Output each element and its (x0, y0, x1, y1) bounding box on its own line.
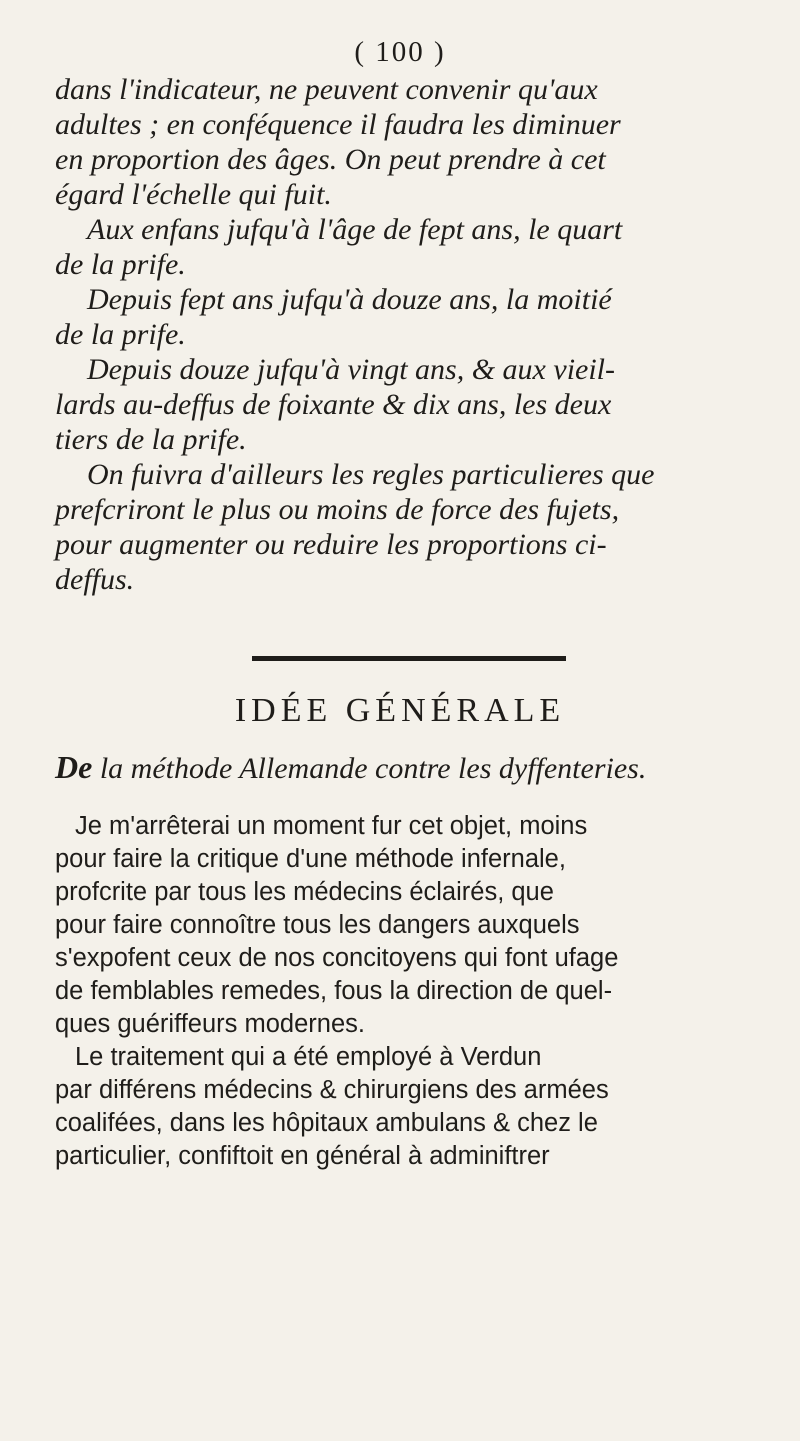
section-heading: IDÉE GÉNÉRALE (234, 692, 566, 729)
dosage-seven-to-twelve-paragraph: Depuis fept ans jufqu'à douze ans, la moitié de la prife. (55, 283, 612, 351)
body-paragraph: Je m'arrêterai un moment fur cet objet, moins pour faire la critique d'une méthode infernale, profcrite par tous les médecins éclairés, que pour faire connoître tous les dangers auxquels s'expofent ceux de nos concitoyens qui font ufage de femblables remedes, fous la direction de quel- ques guériffeurs modernes. (55, 812, 619, 1038)
page-number: ( 100 ) (354, 36, 446, 68)
body-paragraph: Le traitement qui a été employé à Verdun par différens médecins & chirurgiens des armées coalifées, dans les hôpitaux ambulans & chez le particulier, confiftoit en général à adminiftrer (55, 1043, 609, 1170)
section-subheading (55, 750, 775, 786)
body-text (55, 810, 770, 1173)
dosage-children-paragraph: Aux enfans jufqu'à l'âge de fept ans, le quart de la prife. (55, 213, 623, 281)
dosage-scale-section (55, 72, 755, 597)
subheading-text: la méthode Allemande contre les dyffenteries. (92, 752, 647, 785)
continued-paragraph: dans l'indicateur, ne peuvent convenir qu'aux adultes ; en conféquence il faudra les diminuer en proportion des âges. On peut prendre à cet égard l'échelle qui fuit. (55, 73, 621, 211)
subheading-lead-word: De (55, 749, 93, 785)
dosage-twelve-to-twenty-paragraph: Depuis douze jufqu'à vingt ans, & aux vieil- lards au-deffus de foixante & dix ans, les deux tiers de la prife. (55, 353, 616, 456)
particular-rules-paragraph: On fuivra d'ailleurs les regles particulieres que prefcriront le plus ou moins de force des fujets, pour augmenter ou reduire les proportions ci- deffus. (55, 458, 655, 596)
section-divider-rule (252, 656, 566, 661)
